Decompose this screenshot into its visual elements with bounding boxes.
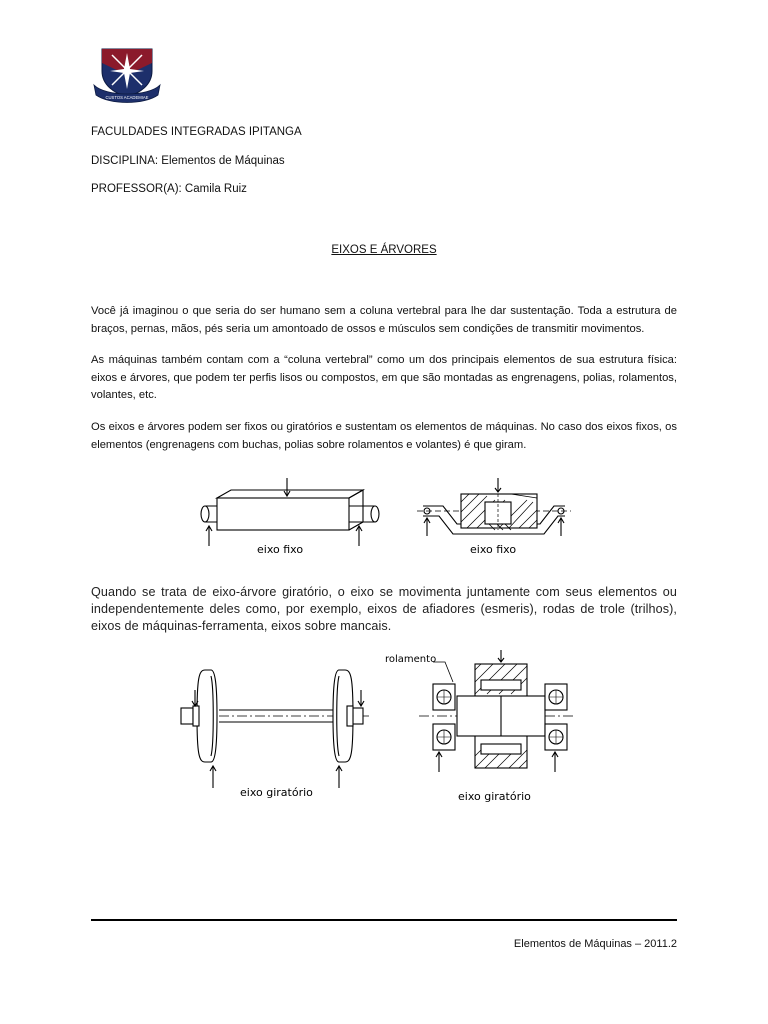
rotating-axle-left-drawing: [181, 670, 369, 788]
rotating-right-caption: eixo giratório: [458, 790, 531, 803]
logo-motto: CUSTOS ACADEMIAE: [105, 95, 149, 100]
paragraph-4: Quando se trata de eixo-árvore giratório, o eixo se movimenta juntamente com seus elementos ou independentemente deles como, por exemplo, eixos de afiadores (esmeris), rodas de trole (trilhos), eixos de máquinas-ferramenta, eixos sobre mancais.: [91, 585, 677, 633]
fixed-axle-right-drawing: [417, 478, 571, 536]
figure-rotating-axles: [175, 648, 585, 808]
fixed-axle-left-drawing: [201, 478, 379, 546]
page-title: EIXOS E ÁRVORES: [331, 244, 437, 256]
professor-line: PROFESSOR(A): Camila Ruiz: [91, 183, 247, 195]
discipline-line: DISCIPLINA: Elementos de Máquinas: [91, 155, 285, 167]
paragraph-2: As máquinas também contam com a “coluna vertebral” como um dos principais elementos de sua estrutura física: eixos e árvores, que podem ter perfis lisos ou compostos, em que são montadas as engrenagens, polias, rolamentos, volantes, etc.: [91, 354, 677, 401]
footer-text: Elementos de Máquinas – 2011.2: [513, 938, 677, 950]
rotating-left-caption: eixo giratório: [240, 786, 313, 799]
fixed-right-caption: eixo fixo: [470, 543, 517, 556]
institution-name: FACULDADES INTEGRADAS IPITANGA: [91, 126, 302, 138]
paragraph-3: Os eixos e árvores podem ser fixos ou giratórios e sustentam os elementos de máquinas. No caso dos eixos fixos, os elementos (engrenagens com buchas, polias sobre rolamentos e volantes) é que giram.: [91, 421, 677, 451]
footer-rule: [91, 919, 677, 921]
bearing-label: rolamento: [385, 654, 437, 665]
rotating-axle-right-drawing: [419, 650, 575, 772]
paragraph-1: Você já imaginou o que seria do ser humano sem a coluna vertebral para lhe dar sustentação. Toda a estrutura de braços, pernas, mãos, pés seria um amontoado de ossos e músculos sem condições de transmitir movimentos.: [91, 305, 677, 335]
fixed-left-caption: eixo fixo: [257, 543, 304, 556]
institution-logo: [92, 45, 162, 107]
figure-fixed-axles: [195, 472, 580, 560]
